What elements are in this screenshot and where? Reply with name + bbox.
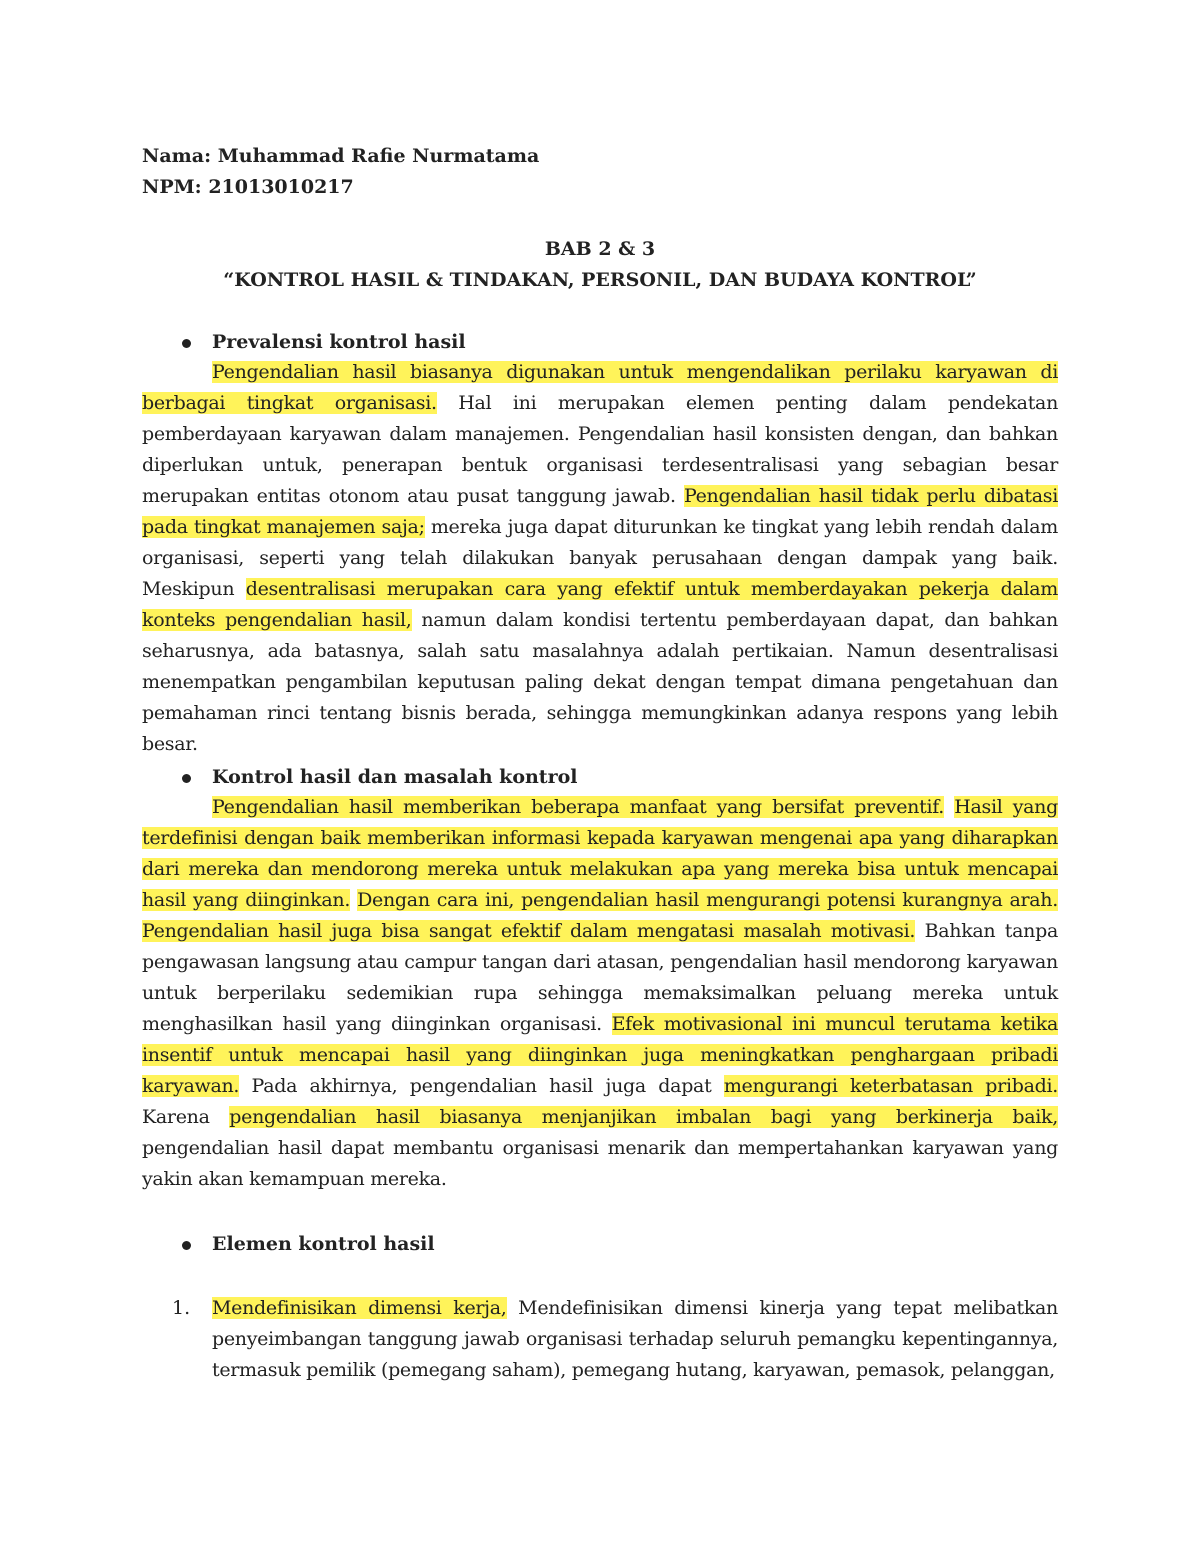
highlighted-text: desentralisasi merupakan cara yang efektif untuk memberdayakan pekerja dalam konteks pengendalian hasil,: [142, 578, 1058, 631]
highlighted-text: Hasil yang terdefinisi dengan baik memberikan informasi kepada karyawan mengenai apa yang diharapkan dari mereka dan mendorong mereka untuk melakukan apa yang mereka bisa untuk mencapai hasil yang diinginkan.: [142, 796, 1058, 911]
numbered-list-item: [172, 1293, 1058, 1386]
highlighted-text: Pengendalian hasil biasanya digunakan untuk mengendalikan perilaku karyawan di berbagai tingkat organisasi.: [142, 361, 1058, 414]
highlighted-text: Mendefinisikan dimensi kerja,: [212, 1297, 507, 1319]
student-npm: NPM: 21013010217: [142, 176, 354, 198]
paragraph-text: [944, 796, 954, 818]
bullet-icon: [182, 1241, 191, 1250]
highlighted-text: Pengendalian hasil memberikan beberapa manfaat yang bersifat preventif.: [212, 796, 945, 818]
list-number: 1.: [172, 1297, 191, 1319]
paragraph-text: Karena: [142, 1106, 230, 1128]
section-paragraph: [142, 357, 1058, 760]
bullet-icon: [182, 774, 191, 783]
highlighted-text: Pengendalian hasil tidak perlu dibatasi pada tingkat manajemen saja;: [142, 485, 1058, 538]
highlighted-text: mengurangi keterbatasan pribadi.: [723, 1075, 1059, 1097]
paragraph-text: mereka juga dapat diturunkan ke tingkat yang lebih rendah dalam organisasi, seperti yang telah dilakukan banyak perusahaan dengan dampak yang baik. Meskipun: [142, 516, 1058, 600]
chapter-title: BAB 2 & 3: [544, 238, 656, 260]
paragraph-text: Mendefinisikan dimensi kinerja yang tepat melibatkan penyeimbangan tanggung jawab organisasi terhadap seluruh pemangku kepentingannya, termasuk pemilik (pemegang saham), pemegang hutang, karyawan, pemasok, pelanggan,: [212, 1297, 1058, 1381]
list-item-text: [212, 1293, 1058, 1386]
student-name: Nama: Muhammad Rafie Nurmatama: [142, 145, 540, 167]
highlighted-text: pengendalian hasil biasanya menjanjikan imbalan bagi yang berkinerja baik,: [229, 1106, 1059, 1128]
document-subtitle: “KONTROL HASIL & TINDAKAN, PERSONIL, DAN BUDAYA KONTROL”: [223, 269, 977, 291]
paragraph-text: pengendalian hasil dapat membantu organisasi menarik dan mempertahankan karyawan yang yakin akan kemampuan mereka.: [142, 1137, 1058, 1190]
paragraph-text: namun dalam kondisi tertentu pemberdayaan dapat, dan bahkan seharusnya, ada batasnya, salah satu masalahnya adalah pertikaian. Namun desentralisasi menempatkan pengambilan keputusan paling dekat dengan tempat dimana pengetahuan dan pemahaman rinci tentang bisnis berada, sehingga memungkinkan adanya respons yang lebih besar.: [142, 609, 1058, 755]
bullet-icon: [182, 339, 191, 348]
paragraph-text: Bahkan tanpa pengawasan langsung atau campur tangan dari atasan, pengendalian hasil mendorong karyawan untuk berperilaku sedemikian rupa sehingga memaksimalkan peluang mereka untuk menghasilkan hasil yang diinginkan organisasi.: [142, 920, 1058, 1035]
paragraph-text: Pada akhirnya, pengendalian hasil juga dapat: [239, 1075, 724, 1097]
highlighted-text: Dengan cara ini, pengendalian hasil mengurangi potensi kurangnya arah. Pengendalian hasil juga bisa sangat efektif dalam mengatasi masalah motivasi.: [142, 889, 1058, 942]
section-paragraph: [142, 792, 1058, 1195]
document-page: Nama: Muhammad Rafie Nurmatama NPM: 21013010217 BAB 2 & 3 “KONTROL HASIL & TINDAKAN, PERSONIL, DAN BUDAYA KONTROL” Prevalensi kontrol hasil Pengendalian hasil biasanya digunakan untuk mengendalikan perilaku karyawan di berbagai tingkat organisasi. Hal ini merupakan elemen penting dalam pendekatan pemberdayaan karyawan dalam manajemen. Pengendalian hasil konsisten dengan, dan bahkan diperlukan untuk, penerapan bentuk organisasi terdesentralisasi yang sebagian besar merupakan entitas otonom atau pusat tanggung jawab. Pengendalian hasil tidak perlu dibatasi pada tingkat manajemen saja; mereka juga dapat diturunkan ke tingkat yang lebih rendah dalam organisasi, seperti yang telah dilakukan banyak perusahaan dengan dampak yang baik. Meskipun desentralisasi merupakan cara yang efektif untuk memberdayakan pekerja dalam konteks pengendalian hasil, namun dalam kondisi tertentu pemberdayaan dapat, dan bahkan seharusnya, ada batasnya, salah satu masalahnya adalah pertikaian. Namun desentralisasi menempatkan pengambilan keputusan paling dekat dengan tempat dimana pengetahuan dan pemahaman rinci tentang bisnis berada, sehingga memungkinkan adanya respons yang lebih besar. Kontrol hasil dan masalah kontrol Pengendalian hasil memberikan beberapa manfaat yang bersifat preventif. Hasil yang terdefinisi dengan baik memberikan informasi kepada karyawan mengenai apa yang diharapkan dari mereka dan mendorong mereka untuk melakukan apa yang mereka bisa untuk mencapai hasil yang diinginkan. Dengan cara ini, pengendalian hasil mengurangi potensi kurangnya arah. Pengendalian hasil juga bisa sangat efektif dalam mengatasi masalah motivasi. Bahkan tanpa pengawasan langsung atau campur tangan dari atasan, pengendalian hasil mendorong karyawan untuk berperilaku sedemikian rupa sehingga memaksimalkan peluang mereka untuk menghasilkan hasil yang diinginkan organisasi. Efek motivasional ini muncul terutama ketika insentif untuk mencapai hasil yang diinginkan juga meningkatkan penghargaan pribadi karyawan. Pada akhirnya, pengendalian hasil juga dapat mengurangi keterbatasan pribadi. Karena pengendalian hasil biasanya menjanjikan imbalan bagi yang berkinerja baik, pengendalian hasil dapat membantu organisasi menarik dan mempertahankan karyawan yang yakin akan kemampuan mereka. Elemen kontrol hasil 1. Mendefinisikan dimensi kerja, Mendefinisikan dimensi kinerja yang tepat melibatkan penyeimbangan tanggung jawab organisasi terhadap seluruh pemangku kepentingannya, termasuk pemilik (pemegang saham), pemegang hutang, karyawan, pemasok, pelanggan,: [0, 0, 1200, 1553]
paragraph-text: Hal ini merupakan elemen penting dalam pendekatan pemberdayaan karyawan dalam manajemen. Pengendalian hasil konsisten dengan, dan bahkan diperlukan untuk, penerapan bentuk organisasi terdesentralisasi yang sebagian besar merupakan entitas otonom atau pusat tanggung jawab.: [142, 392, 1059, 507]
highlighted-text: Efek motivasional ini muncul terutama ketika insentif untuk mencapai hasil yang diinginkan juga meningkatkan penghargaan pribadi karyawan.: [142, 1013, 1058, 1097]
